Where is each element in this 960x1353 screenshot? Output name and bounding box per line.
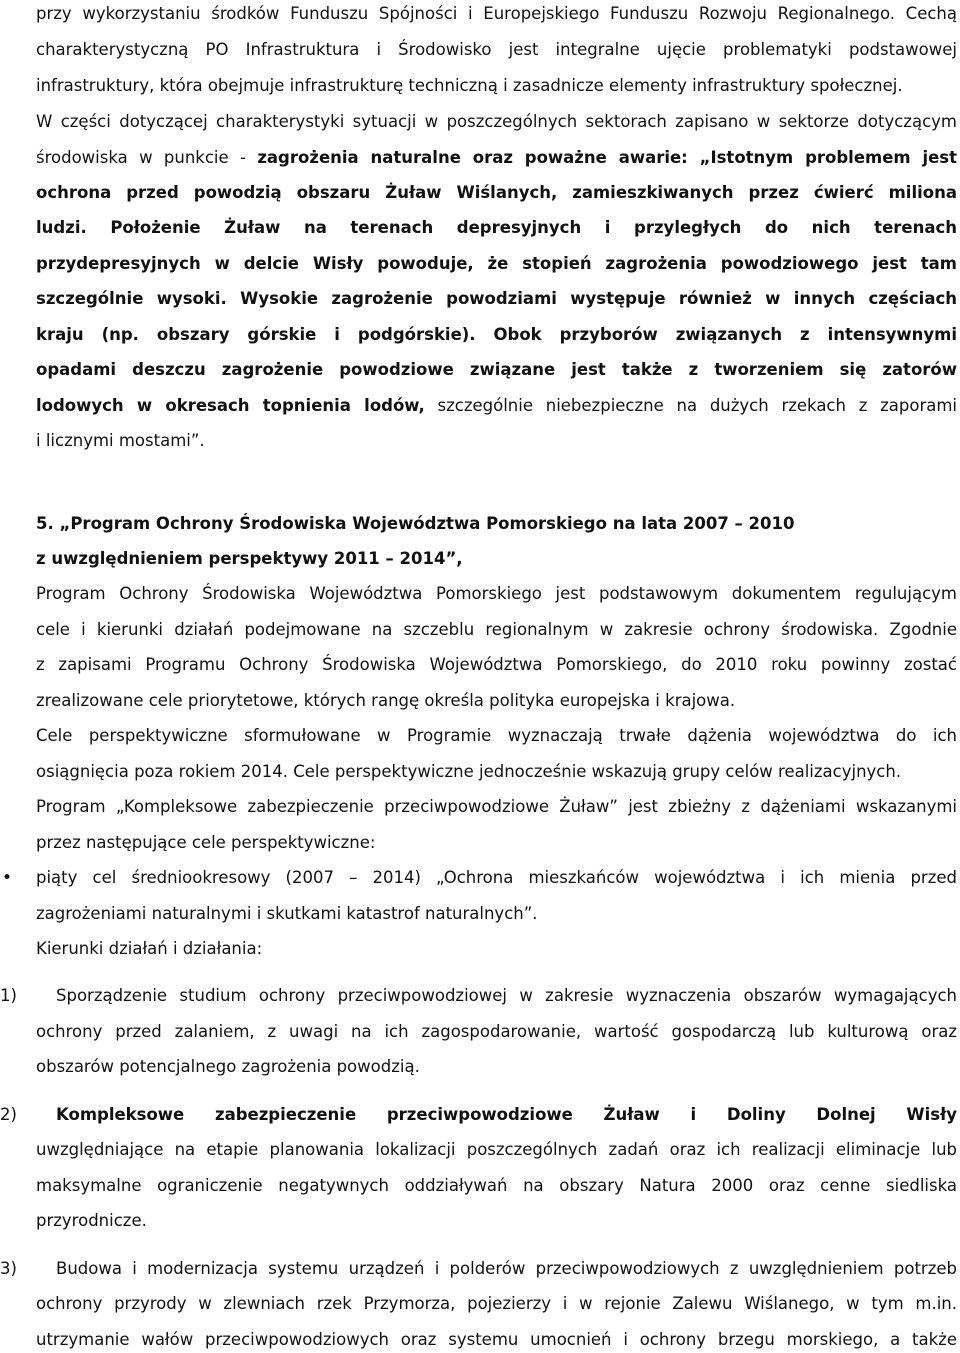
bold-text-span: lodowych w okresach topnienia lodów,: [36, 396, 425, 415]
list-item: Sporządzenie studium ochrony przeciwpowodziowej w zakresie wyznaczenia obszarów wymagających: [56, 986, 957, 1005]
paragraph-line: ochrona przed powodzią obszaru Żuław Wiślanych, zamieszkiwanych przez ćwierć miliona: [36, 183, 957, 202]
section-heading: z uwzględnieniem perspektywy 2011 – 2014”,: [36, 549, 463, 568]
intro-line: charakterystyczną PO Infrastruktura i Środowisko jest integralne ujęcie problematyki podstawowej: [36, 40, 957, 59]
list-item: zagrożeniami naturalnymi i skutkami katastrof naturalnych”.: [36, 904, 538, 923]
paragraph-line: Kierunki działań i działania:: [36, 939, 263, 958]
paragraph-line: opadami deszczu zagrożenie powodziowe związane jest także z tworzeniem się zatorów: [36, 360, 957, 379]
paragraph-line: zrealizowane cele priorytetowe, których rangę określa polityka europejska i krajowa.: [36, 691, 736, 710]
paragraph-line: cele i kierunki działań podejmowane na szczeblu regionalnym w zakresie ochrony środowiska. Zgodnie: [36, 620, 957, 639]
paragraph-line: Program Ochrony Środowiska Województwa Pomorskiego jest podstawowym dokumentem regulującym: [36, 584, 957, 603]
list-item: Kompleksowe zabezpieczenie przeciwpowodziowe Żuław i Doliny Dolnej Wisły: [56, 1105, 957, 1124]
text-span: szczególnie niebezpieczne na dużych rzekach z zaporami: [424, 396, 957, 415]
list-item: ochrony przed zalaniem, z uwagi na ich zagospodarowanie, wartość gospodarczą lub kulturową oraz: [36, 1022, 957, 1041]
list-number: 3): [0, 1259, 17, 1278]
list-item: ochrony przyrody w zlewniach rzek Przymorza, pojezierzy i w rejonie Zalewu Wiślanego, w tym m.in.: [36, 1294, 957, 1313]
paragraph-line: Cele perspektywiczne sformułowane w Programie wyznaczają trwałe dążenia województwa do ich: [36, 726, 957, 745]
list-item: utrzymanie wałów przeciwpowodziowych oraz systemu umocnień i ochrony brzegu morskiego, a także: [36, 1330, 957, 1349]
intro-line: infrastruktury, która obejmuje infrastrukturę techniczną i zasadnicze elementy infrastruktury społecznej.: [36, 76, 903, 95]
list-item: Budowa i modernizacja systemu urządzeń i polderów przeciwpowodziowych z uwzględnieniem potrzeb: [56, 1259, 957, 1278]
paragraph-line: ludzi. Położenie Żuław na terenach depresyjnych i przyległych do nich terenach: [36, 218, 957, 237]
bold-text-span: zagrożenia naturalne oraz poważne awarie: „Istotnym problemem jest: [257, 148, 957, 167]
paragraph-line: Program „Kompleksowe zabezpieczenie przeciwpowodziowe Żuław” jest zbieżny z dążeniami wskazanymi: [36, 797, 957, 816]
list-number: 1): [0, 986, 17, 1005]
text-span: środowiska w punkcie -: [36, 148, 258, 167]
bullet-icon: •: [2, 868, 13, 888]
paragraph-line: osiągnięcia poza rokiem 2014. Cele perspektywiczne jednocześnie wskazują grupy celów realizacyjnych.: [36, 762, 902, 781]
paragraph-line: kraju (np. obszary górskie i podgórskie). Obok przyborów związanych z intensywnymi: [36, 325, 957, 344]
paragraph-line: z zapisami Programu Ochrony Środowiska Województwa Pomorskiego, do 2010 roku powinny zostać: [36, 655, 957, 674]
section-heading: 5. „Program Ochrony Środowiska Województwa Pomorskiego na lata 2007 – 2010: [36, 514, 795, 533]
paragraph-line: przez następujące cele perspektywiczne:: [36, 833, 376, 852]
paragraph-line: przydepresyjnych w delcie Wisły powoduje, że stopień zagrożenia powodziowego jest tam: [36, 254, 957, 273]
paragraph-line: i licznymi mostami”.: [36, 431, 205, 450]
paragraph-line: szczególnie wysoki. Wysokie zagrożenie powodziami występuje również w innych częściach: [36, 289, 957, 308]
list-item: uwzględniające na etapie planowania lokalizacji poszczególnych zadań oraz ich realizacji eliminacje lub: [36, 1140, 957, 1159]
list-item: obszarów potencjalnego zagrożenia powodzią.: [36, 1057, 420, 1076]
list-item: przyrodnicze.: [36, 1211, 147, 1230]
paragraph-line: W części dotyczącej charakterystyki sytuacji w poszczególnych sektorach zapisano w sektorze dotyczącym: [36, 112, 957, 131]
intro-line: przy wykorzystaniu środków Funduszu Spójności i Europejskiego Funduszu Rozwoju Regionalnego. Cechą: [36, 4, 957, 23]
list-item: piąty cel średniookresowy (2007 – 2014) „Ochrona mieszkańców województwa i ich mienia przed: [36, 868, 957, 887]
list-item: maksymalne ograniczenie negatywnych oddziaływań na obszary Natura 2000 oraz cenne siedliska: [36, 1176, 957, 1195]
paragraph-line: [36, 146, 957, 170]
paragraph-line: [36, 394, 957, 418]
list-number: 2): [0, 1105, 17, 1124]
